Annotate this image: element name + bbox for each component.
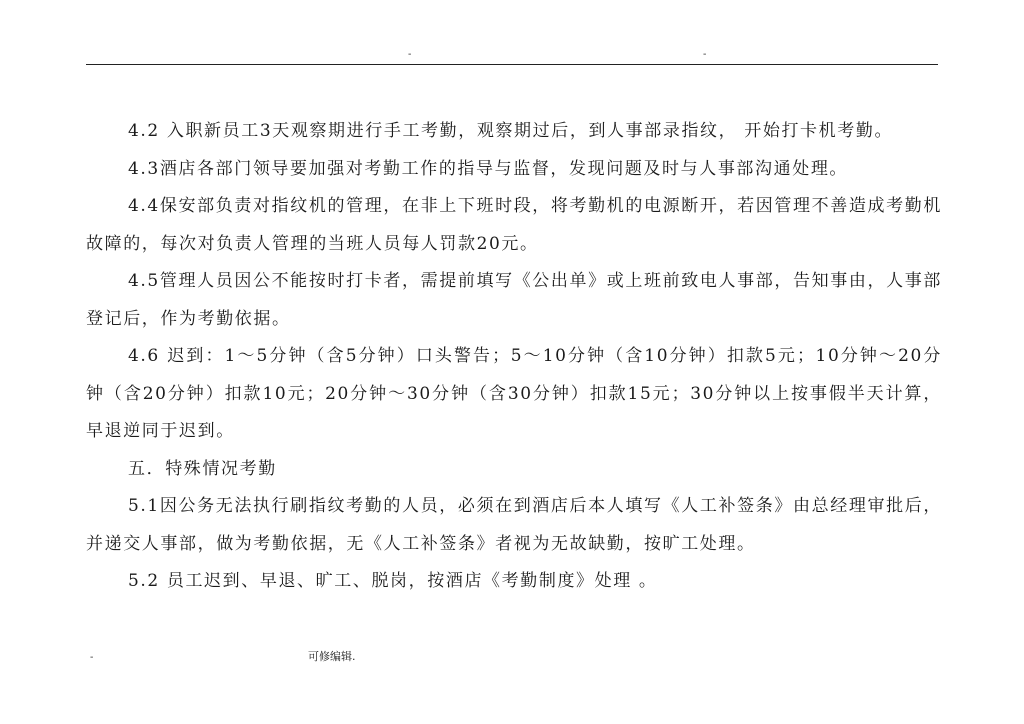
header-mark-left: -: [408, 49, 412, 60]
footer-mark: -: [90, 652, 94, 663]
paragraph-4-6: 4.6 迟到：1～5分钟（含5分钟）口头警告；5～10分钟（含10分钟）扣款5元；10分钟～20分钟（含20分钟）扣款10元；20分钟～30分钟（含30分钟）扣款15元；30分钟以上按事假半天计算，早退逆同于迟到。: [86, 346, 942, 441]
header-rule: [86, 64, 938, 65]
paragraph-4-4: 4.4保安部负责对指纹机的管理，在非上下班时段，将考勤机的电源断开，若因管理不善造成考勤机故障的，每次对负责人管理的当班人员每人罚款20元。: [86, 196, 942, 254]
paragraph-4-3: 4.3酒店各部门领导要加强对考勤工作的指导与监督，发现问题及时与人事部沟通处理。: [128, 158, 849, 179]
section-heading-5: 五．特殊情况考勤: [128, 458, 277, 479]
paragraph-4-5: 4.5管理人员因公不能按时打卡者，需提前填写《公出单》或上班前致电人事部，告知事由，人事部登记后，作为考勤依据。: [86, 271, 942, 329]
header-mark-right: -: [703, 49, 707, 60]
footer-edit-note: 可修编辑.: [308, 650, 356, 663]
paragraph-4-2: 4.2 入职新员工3天观察期进行手工考勤，观察期过后，到人事部录指纹， 开始打卡机考勤。: [128, 121, 894, 141]
paragraph-5-1: 5.1因公务无法执行刷指纹考勤的人员，必须在到酒店后本人填写《人工补签条》由总经理审批后，并递交人事部，做为考勤依据，无《人工补签条》者视为无故缺勤，按旷工处理。: [86, 496, 942, 554]
document-body: [86, 113, 942, 601]
paragraph-5-2: 5.2 员工迟到、早退、旷工、脱岗，按酒店《考勤制度》处理 。: [128, 571, 658, 591]
